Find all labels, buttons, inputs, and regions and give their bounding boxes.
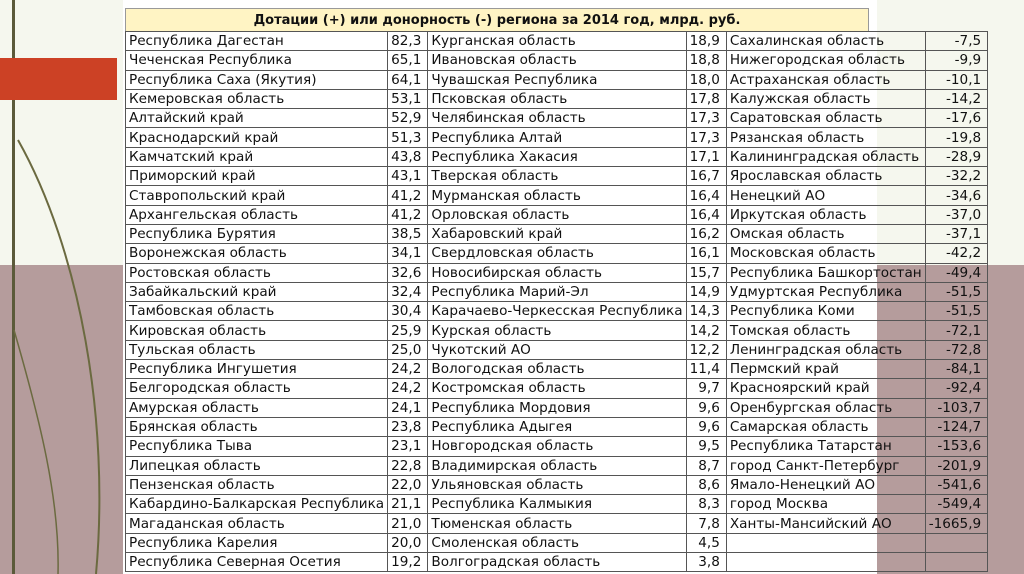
subsidy-value-cell: 8,6 — [686, 475, 726, 494]
subsidy-value-cell: -84,1 — [925, 360, 987, 379]
region-name-cell: город Москва — [726, 495, 925, 514]
subsidy-value-cell: 22,0 — [388, 475, 428, 494]
red-accent-tab — [0, 58, 117, 100]
region-name-cell: Республика Хакасия — [428, 147, 686, 166]
subsidy-value-cell: -17,6 — [925, 109, 987, 128]
table-row — [126, 302, 988, 321]
region-name-cell: Курганская область — [428, 32, 686, 51]
region-name-cell: Рязанская область — [726, 128, 925, 147]
region-name-cell — [726, 533, 925, 552]
region-name-cell: Мурманская область — [428, 186, 686, 205]
region-name-cell: Республика Дагестан — [126, 32, 388, 51]
subsidy-value-cell: 30,4 — [388, 302, 428, 321]
region-name-cell: Республика Башкортостан — [726, 263, 925, 282]
region-name-cell: Амурская область — [126, 398, 388, 417]
region-name-cell: Калужская область — [726, 89, 925, 108]
subsidy-value-cell: 25,9 — [388, 321, 428, 340]
region-name-cell: Магаданская область — [126, 514, 388, 533]
subsidy-value-cell: 9,7 — [686, 379, 726, 398]
region-name-cell: Нижегородская область — [726, 51, 925, 70]
table-row — [126, 70, 988, 89]
region-name-cell: Ямало-Ненецкий АО — [726, 475, 925, 494]
subsidy-value-cell: 23,8 — [388, 417, 428, 436]
subsidy-value-cell: 32,4 — [388, 282, 428, 301]
subsidy-value-cell: 9,6 — [686, 417, 726, 436]
region-name-cell: Чеченская Республика — [126, 51, 388, 70]
region-name-cell: Челябинская область — [428, 109, 686, 128]
subsidy-value-cell: 9,5 — [686, 437, 726, 456]
region-name-cell: Ханты-Мансийский АО — [726, 514, 925, 533]
subsidy-value-cell: 16,4 — [686, 186, 726, 205]
region-name-cell: Ярославская область — [726, 167, 925, 186]
subsidy-value-cell: 24,2 — [388, 379, 428, 398]
subsidy-value-cell: 7,8 — [686, 514, 726, 533]
table-row — [126, 263, 988, 282]
table-row — [126, 109, 988, 128]
subsidy-value-cell — [925, 533, 987, 552]
region-name-cell: Тамбовская область — [126, 302, 388, 321]
table-title: Дотации (+) или донорность (-) региона за 2014 год, млрд. руб. — [125, 8, 869, 32]
region-name-cell: Сахалинская область — [726, 32, 925, 51]
subsidy-value-cell: -549,4 — [925, 495, 987, 514]
region-name-cell: Республика Марий-Эл — [428, 282, 686, 301]
subsidy-value-cell: 16,2 — [686, 224, 726, 243]
table-row — [126, 437, 988, 456]
region-name-cell: Новосибирская область — [428, 263, 686, 282]
subsidy-value-cell: 53,1 — [388, 89, 428, 108]
table-row — [126, 205, 988, 224]
region-name-cell: Кемеровская область — [126, 89, 388, 108]
subsidy-value-cell: 18,9 — [686, 32, 726, 51]
subsidy-value-cell: 41,2 — [388, 186, 428, 205]
subsidy-value-cell: 24,2 — [388, 360, 428, 379]
region-name-cell: Тульская область — [126, 340, 388, 359]
region-name-cell: Самарская область — [726, 417, 925, 436]
subsidy-value-cell: 14,3 — [686, 302, 726, 321]
region-name-cell: Свердловская область — [428, 244, 686, 263]
region-name-cell: Архангельская область — [126, 205, 388, 224]
region-name-cell: Тверская область — [428, 167, 686, 186]
region-name-cell: Воронежская область — [126, 244, 388, 263]
subsidy-value-cell: 51,3 — [388, 128, 428, 147]
subsidy-value-cell: -103,7 — [925, 398, 987, 417]
region-name-cell: Белгородская область — [126, 379, 388, 398]
region-name-cell: Брянская область — [126, 417, 388, 436]
subsidy-value-cell: -14,2 — [925, 89, 987, 108]
subsidy-value-cell: -28,9 — [925, 147, 987, 166]
subsidy-value-cell: 24,1 — [388, 398, 428, 417]
subsidy-value-cell: 8,7 — [686, 456, 726, 475]
subsidy-value-cell: 65,1 — [388, 51, 428, 70]
region-name-cell: Омская область — [726, 224, 925, 243]
table-row — [126, 282, 988, 301]
subsidy-value-cell: 18,0 — [686, 70, 726, 89]
table-row — [126, 128, 988, 147]
table-row — [126, 147, 988, 166]
subsidy-value-cell: -37,0 — [925, 205, 987, 224]
region-name-cell: Московская область — [726, 244, 925, 263]
subsidy-value-cell: 32,6 — [388, 263, 428, 282]
region-name-cell: Ульяновская область — [428, 475, 686, 494]
region-name-cell: Кировская область — [126, 321, 388, 340]
table-row — [126, 244, 988, 263]
region-name-cell: Республика Саха (Якутия) — [126, 70, 388, 89]
subsidy-value-cell: -124,7 — [925, 417, 987, 436]
subsidy-value-cell: 23,1 — [388, 437, 428, 456]
region-name-cell: Вологодская область — [428, 360, 686, 379]
region-name-cell: Саратовская область — [726, 109, 925, 128]
region-name-cell: Карачаево-Черкесская Республика — [428, 302, 686, 321]
subsidy-value-cell: 41,2 — [388, 205, 428, 224]
subsidy-value-cell: 21,0 — [388, 514, 428, 533]
subsidy-value-cell: 16,1 — [686, 244, 726, 263]
subsidy-value-cell: 16,4 — [686, 205, 726, 224]
region-name-cell: Ненецкий АО — [726, 186, 925, 205]
subsidy-value-cell: -49,4 — [925, 263, 987, 282]
subsidy-value-cell: 17,3 — [686, 109, 726, 128]
table-row — [126, 89, 988, 108]
subsidy-value-cell: 82,3 — [388, 32, 428, 51]
region-name-cell: Республика Алтай — [428, 128, 686, 147]
region-name-cell: Республика Северная Осетия — [126, 553, 388, 572]
subsidy-value-cell: 38,5 — [388, 224, 428, 243]
data-table-document — [123, 6, 982, 574]
subsidy-value-cell: 21,1 — [388, 495, 428, 514]
subsidy-value-cell: 64,1 — [388, 70, 428, 89]
region-name-cell: Кабардино-Балкарская Республика — [126, 495, 388, 514]
table-row — [126, 51, 988, 70]
subsidy-value-cell: 43,1 — [388, 167, 428, 186]
region-name-cell: Алтайский край — [126, 109, 388, 128]
subsidy-value-cell: -51,5 — [925, 282, 987, 301]
region-name-cell: Астраханская область — [726, 70, 925, 89]
region-name-cell: город Санкт-Петербург — [726, 456, 925, 475]
region-name-cell: Хабаровский край — [428, 224, 686, 243]
table-row — [126, 495, 988, 514]
subsidy-value-cell: 12,2 — [686, 340, 726, 359]
table-row — [126, 360, 988, 379]
subsidy-value-cell: 11,4 — [686, 360, 726, 379]
table-row — [126, 186, 988, 205]
subsidy-value-cell: 4,5 — [686, 533, 726, 552]
subsidy-value-cell: 34,1 — [388, 244, 428, 263]
table-row — [126, 456, 988, 475]
region-name-cell: Республика Коми — [726, 302, 925, 321]
region-name-cell: Калининградская область — [726, 147, 925, 166]
subsidy-value-cell: 3,8 — [686, 553, 726, 572]
subsidy-value-cell: -19,8 — [925, 128, 987, 147]
subsidy-value-cell: 14,9 — [686, 282, 726, 301]
subsidy-value-cell: -1665,9 — [925, 514, 987, 533]
subsidy-value-cell: -153,6 — [925, 437, 987, 456]
subsidy-value-cell: 20,0 — [388, 533, 428, 552]
table-row — [126, 533, 988, 552]
region-name-cell: Курская область — [428, 321, 686, 340]
subsidy-value-cell: -34,6 — [925, 186, 987, 205]
subsidy-value-cell: -32,2 — [925, 167, 987, 186]
subsidy-value-cell: 15,7 — [686, 263, 726, 282]
subsidy-value-cell — [925, 553, 987, 572]
subsidy-value-cell: -72,8 — [925, 340, 987, 359]
region-name-cell — [726, 553, 925, 572]
region-name-cell: Ставропольский край — [126, 186, 388, 205]
region-name-cell: Республика Карелия — [126, 533, 388, 552]
subsidy-value-cell: -9,9 — [925, 51, 987, 70]
region-name-cell: Республика Адыгея — [428, 417, 686, 436]
region-name-cell: Волгоградская область — [428, 553, 686, 572]
table-row — [126, 379, 988, 398]
subsidy-value-cell: -541,6 — [925, 475, 987, 494]
region-name-cell: Костромская область — [428, 379, 686, 398]
region-name-cell: Пензенская область — [126, 475, 388, 494]
region-name-cell: Иркутская область — [726, 205, 925, 224]
subsidy-value-cell: 16,7 — [686, 167, 726, 186]
subsidy-value-cell: 18,8 — [686, 51, 726, 70]
table-row — [126, 475, 988, 494]
region-name-cell: Республика Бурятия — [126, 224, 388, 243]
subsidy-value-cell: 17,8 — [686, 89, 726, 108]
region-name-cell: Республика Мордовия — [428, 398, 686, 417]
region-name-cell: Чукотский АО — [428, 340, 686, 359]
region-name-cell: Новгородская область — [428, 437, 686, 456]
region-name-cell: Пермский край — [726, 360, 925, 379]
region-name-cell: Республика Татарстан — [726, 437, 925, 456]
region-name-cell: Псковская область — [428, 89, 686, 108]
region-name-cell: Тюменская область — [428, 514, 686, 533]
region-name-cell: Красноярский край — [726, 379, 925, 398]
subsidy-value-cell: -92,4 — [925, 379, 987, 398]
region-name-cell: Чувашская Республика — [428, 70, 686, 89]
subsidy-value-cell: 25,0 — [388, 340, 428, 359]
subsidy-value-cell: -37,1 — [925, 224, 987, 243]
region-name-cell: Оренбургская область — [726, 398, 925, 417]
subsidy-value-cell: 9,6 — [686, 398, 726, 417]
region-name-cell: Удмуртская Республика — [726, 282, 925, 301]
table-row — [126, 398, 988, 417]
subsidy-value-cell: -72,1 — [925, 321, 987, 340]
table-row — [126, 32, 988, 51]
subsidy-value-cell: 22,8 — [388, 456, 428, 475]
table-row — [126, 417, 988, 436]
region-name-cell: Камчатский край — [126, 147, 388, 166]
region-name-cell: Республика Тыва — [126, 437, 388, 456]
subsidy-value-cell: 17,3 — [686, 128, 726, 147]
subsidy-value-cell: 17,1 — [686, 147, 726, 166]
table-row — [126, 514, 988, 533]
region-name-cell: Ленинградская область — [726, 340, 925, 359]
region-name-cell: Владимирская область — [428, 456, 686, 475]
region-name-cell: Ивановская область — [428, 51, 686, 70]
subsidy-value-cell: -10,1 — [925, 70, 987, 89]
table-row — [126, 553, 988, 572]
region-name-cell: Смоленская область — [428, 533, 686, 552]
region-name-cell: Республика Ингушетия — [126, 360, 388, 379]
regions-table — [125, 31, 988, 572]
region-name-cell: Орловская область — [428, 205, 686, 224]
table-row — [126, 224, 988, 243]
region-name-cell: Липецкая область — [126, 456, 388, 475]
subsidy-value-cell: -42,2 — [925, 244, 987, 263]
subsidy-value-cell: 19,2 — [388, 553, 428, 572]
region-name-cell: Приморский край — [126, 167, 388, 186]
subsidy-value-cell: 14,2 — [686, 321, 726, 340]
subsidy-value-cell: -51,5 — [925, 302, 987, 321]
table-row — [126, 167, 988, 186]
region-name-cell: Забайкальский край — [126, 282, 388, 301]
subsidy-value-cell: 43,8 — [388, 147, 428, 166]
table-row — [126, 321, 988, 340]
subsidy-value-cell: -7,5 — [925, 32, 987, 51]
region-name-cell: Томская область — [726, 321, 925, 340]
region-name-cell: Республика Калмыкия — [428, 495, 686, 514]
subsidy-value-cell: 8,3 — [686, 495, 726, 514]
region-name-cell: Ростовская область — [126, 263, 388, 282]
table-row — [126, 340, 988, 359]
region-name-cell: Краснодарский край — [126, 128, 388, 147]
subsidy-value-cell: 52,9 — [388, 109, 428, 128]
subsidy-value-cell: -201,9 — [925, 456, 987, 475]
